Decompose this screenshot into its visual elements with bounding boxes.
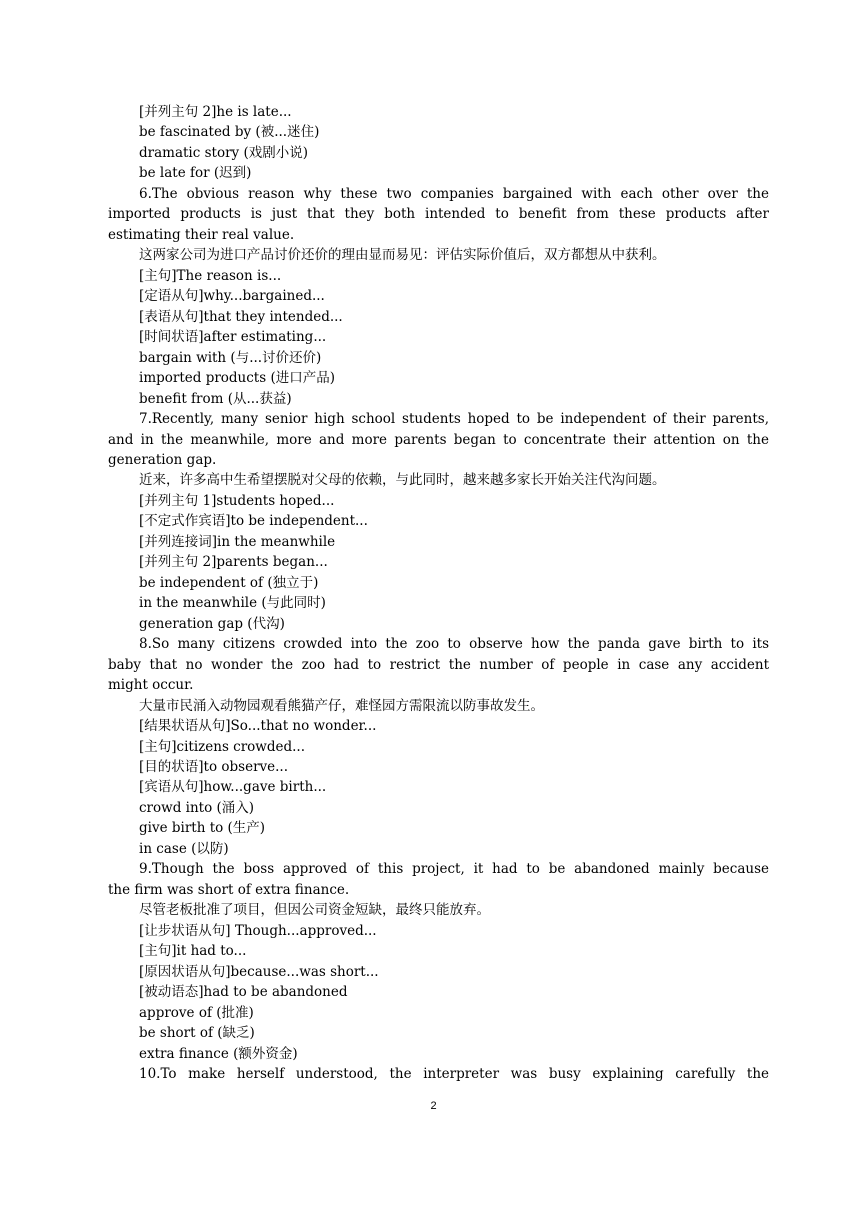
- text-line: 大量市民涌入动物园观看熊猫产仔，难怪园方需限流以防事故发生。: [139, 697, 544, 714]
- text-line: [目的状语]to observe...: [139, 759, 289, 775]
- text-line: [原因状语从句]because...was short...: [139, 963, 379, 980]
- text-line: [主句]it had to...: [139, 943, 247, 960]
- text-line: 9.Though the boss approved of this project, it had to be abandoned mainly because: [139, 861, 769, 878]
- text-line: imported products is just that they both intended to benefit from these products after: [108, 206, 769, 223]
- text-line: [并列主句 2]parents began...: [139, 554, 328, 571]
- text-line: bargain with (与...讨价还价): [139, 349, 322, 366]
- text-line: 8.So many citizens crowded into the zoo to observe how the panda gave birth to its: [139, 636, 769, 653]
- text-line: [并列主句 1]students hoped...: [139, 492, 335, 509]
- text-line: crowd into (涌入): [139, 799, 255, 816]
- text-line: [让步状语从句] Though...approved...: [139, 922, 377, 939]
- text-line: 尽管老板批准了项目，但因公司资金短缺，最终只能放弃。: [139, 902, 490, 919]
- text-line: be short of (缺乏): [139, 1025, 255, 1042]
- text-line: 6.The obvious reason why these two companies bargained with each other over the: [139, 185, 769, 202]
- text-line: [主句]The reason is...: [139, 267, 282, 284]
- text-line: be independent of (独立于): [139, 574, 319, 591]
- text-line: 近来，许多高中生希望摆脱对父母的依赖，与此同时，越来越多家长开始关注代沟问题。: [139, 472, 666, 489]
- text-line: generation gap (代沟): [139, 615, 285, 632]
- text-line: [结果状语从句]So...that no wonder...: [139, 718, 377, 735]
- text-line: dramatic story (戏剧小说): [139, 144, 308, 161]
- text-line: [并列连接词]in the meanwhile: [139, 533, 336, 550]
- text-line: [时间状语]after estimating...: [139, 329, 327, 346]
- text-line: [不定式作宾语]to be independent...: [139, 513, 368, 530]
- text-line: [定语从句]why...bargained...: [139, 288, 325, 305]
- text-line: [并列主句 2]he is late...: [139, 104, 292, 120]
- text-line: be late for (迟到): [139, 165, 252, 182]
- page-number: 2: [430, 1100, 437, 1112]
- text-line: 10.To make herself understood, the interpreter was busy explaining carefully the: [139, 1066, 769, 1083]
- text-line: [表语从句]that they intended...: [139, 308, 343, 325]
- text-line: in the meanwhile (与此同时): [139, 595, 326, 612]
- text-line: [主句]citizens crowded...: [139, 738, 306, 755]
- text-line: might occur.: [108, 677, 194, 694]
- text-line: [被动语态]had to be abandoned: [139, 984, 348, 1001]
- text-line: be fascinated by (被...迷住): [139, 124, 320, 141]
- text-line: the firm was short of extra finance.: [108, 881, 350, 898]
- text-line: imported products (进口产品): [139, 370, 335, 387]
- text-line: and in the meanwhile, more and more parents began to concentrate their attention on the: [108, 431, 769, 448]
- document-body: [108, 102, 769, 1085]
- text-line: 7.Recently, many senior high school students hoped to be independent of their parents,: [139, 411, 769, 428]
- text-line: in case (以防): [139, 840, 229, 857]
- text-line: 这两家公司为进口产品讨价还价的理由显而易见：评估实际价值后，双方都想从中获利。: [139, 247, 666, 264]
- text-line: estimating their real value.: [108, 226, 295, 243]
- text-line: baby that no wonder the zoo had to restrict the number of people in case any accident: [108, 656, 769, 673]
- text-line: give birth to (生产): [139, 820, 266, 837]
- text-line: generation gap.: [108, 451, 217, 468]
- text-line: benefit from (从...获益): [139, 390, 292, 407]
- text-line: approve of (批准): [139, 1004, 254, 1021]
- text-line: [宾语从句]how...gave birth...: [139, 779, 327, 796]
- text-line: extra finance (额外资金): [139, 1045, 298, 1062]
